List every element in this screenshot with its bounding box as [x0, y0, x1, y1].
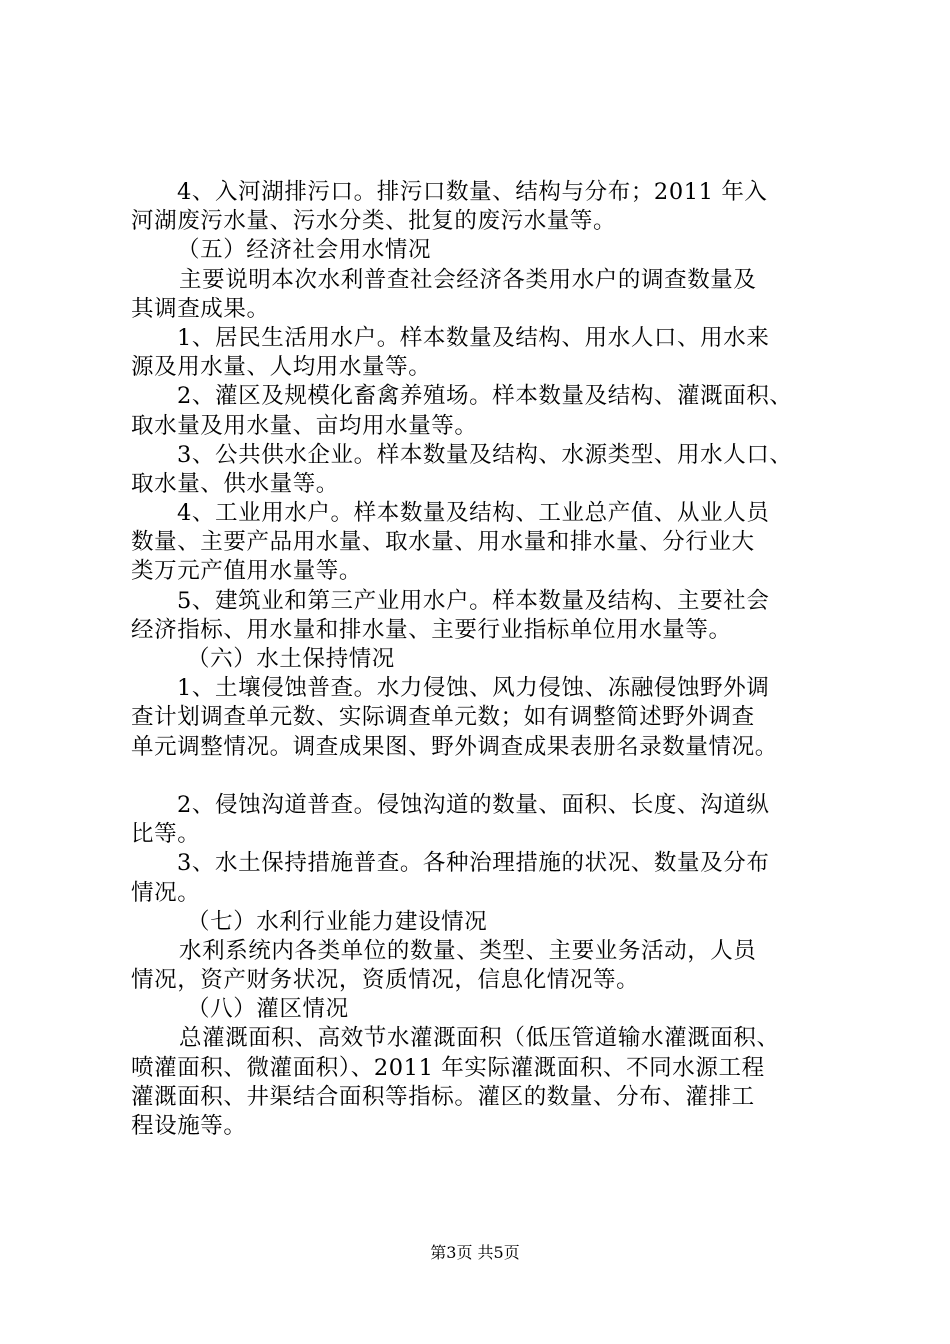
text-line: 情况，资产财务状况，资质情况，信息化情况等。	[131, 967, 640, 994]
text-line: 情况。	[131, 879, 201, 906]
text-line: 源及用水量、人均用水量等。	[131, 354, 432, 381]
text-line: 河湖废污水量、污水分类、批复的废污水量等。	[131, 208, 617, 235]
text-line: 2、侵蚀沟道普查。侵蚀沟道的数量、面积、长度、沟道纵	[177, 791, 770, 818]
text-line: 3、水土保持措施普查。各种治理措施的状况、数量及分布	[177, 850, 770, 877]
text-line: 数量、主要产品用水量、取水量、用水量和排水量、分行业大	[131, 529, 755, 556]
text-line: 查计划调查单元数、实际调查单元数；如有调整简述野外调查	[131, 704, 755, 731]
text-line: 取水量、供水量等。	[131, 470, 339, 497]
text-line: 单元调整情况。调查成果图、野外调查成果表册名录数量情况。	[131, 733, 778, 760]
section-heading: （六）水土保持情况	[187, 646, 395, 672]
text-line: 总灌溉面积、高效节水灌溉面积（低压管道输水灌溉面积、	[179, 1025, 780, 1052]
text-line: 2、灌区及规模化畜禽养殖场。样本数量及结构、灌溉面积、	[177, 383, 793, 410]
document-body	[131, 178, 846, 1141]
text-line: 1、居民生活用水户。样本数量及结构、用水人口、用水来	[177, 324, 770, 351]
text-line: 4、入河湖排污口。排污口数量、结构与分布；2011 年入	[177, 179, 768, 205]
page-number-footer: 第3页 共5页	[430, 1243, 520, 1262]
text-line: 水利系统内各类单位的数量、类型、主要业务活动，人员	[179, 937, 757, 964]
section-heading: （五）经济社会用水情况	[177, 237, 432, 264]
text-line: 喷灌面积、微灌面积）、2011 年实际灌溉面积、不同水源工程	[131, 1054, 765, 1081]
text-line: 5、建筑业和第三产业用水户。样本数量及结构、主要社会	[177, 587, 770, 614]
text-line: 3、公共供水企业。样本数量及结构、水源类型、用水人口、	[177, 441, 793, 468]
text-line: 1、土壤侵蚀普查。水力侵蚀、风力侵蚀、冻融侵蚀野外调	[177, 675, 770, 702]
paragraph-gap	[131, 762, 846, 791]
text-line: 4、工业用水户。样本数量及结构、工业总产值、从业人员	[177, 500, 770, 527]
text-line: 取水量及用水量、亩均用水量等。	[131, 412, 478, 439]
text-line: 灌溉面积、井渠结合面积等指标。灌区的数量、分布、灌排工	[131, 1083, 755, 1110]
text-line: 其调查成果。	[131, 295, 270, 322]
section-heading: （七）水利行业能力建设情况	[187, 908, 488, 935]
text-line: 程设施等。	[131, 1113, 247, 1139]
text-line: 经济指标、用水量和排水量、主要行业指标单位用水量等。	[131, 616, 732, 643]
text-line: 主要说明本次水利普查社会经济各类用水户的调查数量及	[179, 266, 757, 293]
text-line: 类万元产值用水量等。	[131, 558, 363, 585]
section-heading: （八）灌区情况	[187, 996, 349, 1023]
text-line: 比等。	[131, 821, 201, 848]
